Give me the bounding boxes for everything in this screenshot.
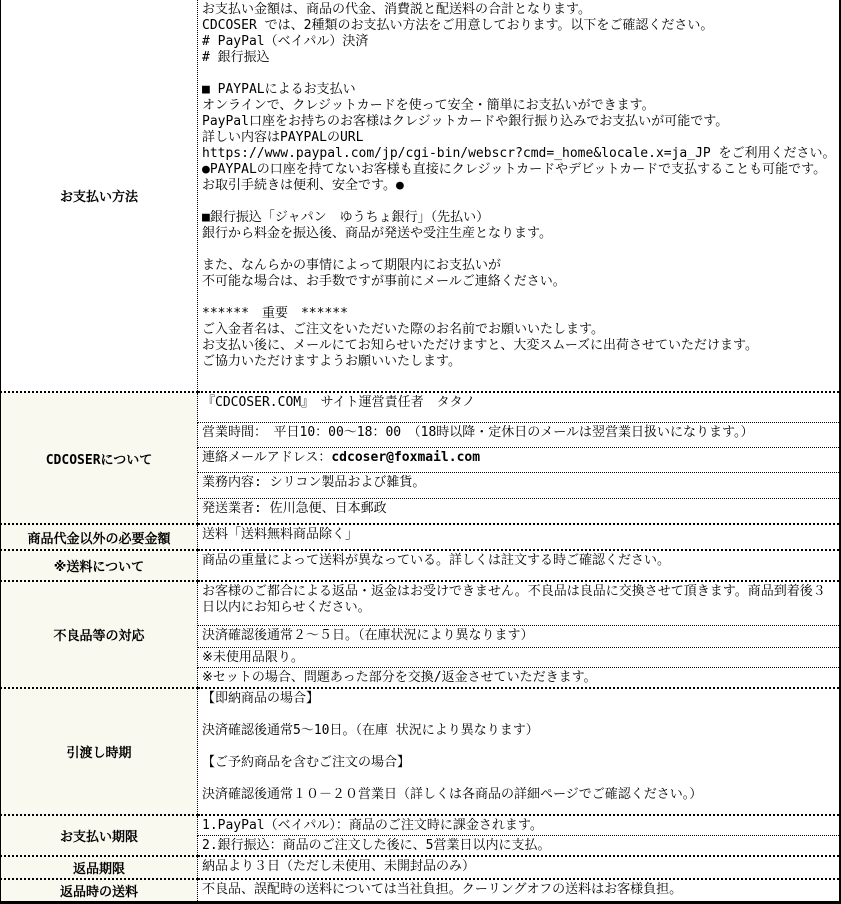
row-header-defective-items: 不良品等の対応 <box>1 581 198 688</box>
text-line: 1.PayPal（ベイパル）：商品のご注文時に課金されます。 <box>202 818 543 833</box>
text-line: 銀行から料金を振込後、商品が発送や受注生産となります。 <box>202 226 552 241</box>
cell-shipping-carriers <box>198 499 841 525</box>
text-line: # 銀行振込 <box>202 50 270 65</box>
text-line: ****** 重要 ****** <box>202 306 348 321</box>
row-extra-fees <box>1 524 841 550</box>
cell-shipping-fee-note <box>198 550 841 581</box>
row-header-shipping-fee-note: ※送料について <box>1 550 198 581</box>
row-header-return-deadline: 返品期限 <box>1 856 198 879</box>
text-line: https://www.paypal.com/jp/cgi-bin/webscr?cmd=_home&locale.x=ja_JP をご利用ください。 <box>202 146 836 161</box>
row-header-about-cdcoser: CDCOSERについて <box>1 392 198 524</box>
row-header-payment-deadline: お支払い期限 <box>1 815 198 856</box>
text-line: 不良品、誤配時の送料については当社負担。クーリングオフの送料はお客様負担。 <box>202 882 683 897</box>
contact-email-line <box>202 450 837 466</box>
row-header-extra-fees: 商品代金以外の必要金額 <box>1 524 198 550</box>
cell-business-description <box>198 473 841 499</box>
text-line: ※セットの場合、問題あった部分を交換/返金させていただきます。 <box>202 670 597 685</box>
cell-return-shipping-cost <box>198 879 841 903</box>
cell-delivery-time <box>198 688 841 815</box>
text-line: 営業時間： 平日10：00～18：00 （18時以降・定休日のメールは翌営業日扱いになります。） <box>202 425 754 440</box>
text-line: お支払い後に、メールにてお知らせいただけますと、大変スムーズに出荷させていただけます。 <box>202 338 759 353</box>
row-defective-items <box>1 581 841 626</box>
cell-contact-email <box>198 448 841 473</box>
row-delivery-time <box>1 688 841 815</box>
cell-business-hours <box>198 423 841 448</box>
text-line: お取引手続きは便利、安全です。● <box>202 178 404 193</box>
text-line: 納品より３日（ただし未使用、未開封品のみ） <box>202 859 476 874</box>
text-line: 詳しい内容はPAYPALのURL <box>202 130 364 145</box>
text-line: 【ご予約商品を含むご注文の場合】 <box>202 755 411 770</box>
text-line: ●PAYPALの口座を持てないお客様も直接にクレジットカードやデビットカードで支払することも可能です。 <box>202 162 827 177</box>
row-header-payment-method: お支払い方法 <box>1 0 198 392</box>
cell-defective-set-note <box>198 668 841 689</box>
text-line: CDCOSER では、2種類のお支払い方法をご用意しております。以下をご確認ください。 <box>202 18 714 33</box>
text-line: ■ PAYPALによるお支払い <box>202 82 356 97</box>
text-line <box>202 739 837 755</box>
text-line <box>202 242 837 258</box>
text-line: ご協力いただけますようお願いいたします。 <box>202 354 461 369</box>
text-line <box>202 66 837 82</box>
text-line <box>202 771 837 787</box>
text-line <box>202 194 837 210</box>
contact-email-label: 連絡メールアドレス： <box>202 450 332 465</box>
text-line: 決済確認後通常２～５日。（在庫状況により異なります） <box>202 628 534 643</box>
text-line: オンラインで、クレジットカードを使って安全・簡単にお支払いができます。 <box>202 98 655 113</box>
cell-payment-deadline-paypal <box>198 815 841 836</box>
text-line: 【即納商品の場合】 <box>202 691 320 706</box>
text-line: 業務内容: シリコン製品および雑貨。 <box>202 475 426 490</box>
text-line: 決済確認後通常１０－２０営業日（詳しくは各商品の詳細ページでご確認ください。） <box>202 787 703 802</box>
cell-site-operator <box>198 392 841 423</box>
text-line: お客様のご都合による返品・返金はお受けできません。不良品は良品に交換させて頂きます。商品到着後３日以内にお知らせください。 <box>202 584 826 615</box>
text-line: 発送業者: 佐川急便、日本郵政 <box>202 501 387 516</box>
text-line <box>202 290 837 306</box>
text-line: 2.銀行振込：商品のご注文した後に、5営業日以内に支払。 <box>202 838 551 853</box>
text-line: ご入金者名は、ご注文をいただいた際のお名前でお願いいたします。 <box>202 322 604 337</box>
row-payment-deadline <box>1 815 841 836</box>
cell-defective-exchange-time <box>198 626 841 648</box>
text-line <box>202 707 837 723</box>
text-line: ■銀行振込「ジャパン ゆうちょ銀行」（先払い） <box>202 210 490 225</box>
cell-defective-unused-only <box>198 648 841 668</box>
text-line: 『CDCOSER.COM』 サイト運営責任者 タタノ <box>202 395 476 410</box>
cell-payment-method-details <box>198 0 841 392</box>
cell-defective-policy <box>198 581 841 626</box>
text-line: PayPal口座をお持ちのお客様はクレジットカードや銀行振り込みでお支払いが可能です。 <box>202 114 729 129</box>
text-line: 送料「送料無料商品除く」 <box>202 527 359 542</box>
text-line: 不可能な場合は、お手数ですが事前にメールご連絡ください。 <box>202 274 566 289</box>
text-line: また、なんらかの事情によって期限内にお支払いが <box>202 258 502 273</box>
contact-email-address: cdcoser@foxmail.com <box>331 450 481 465</box>
row-header-delivery-time: 引渡し時期 <box>1 688 198 815</box>
text-line: 決済確認後通常5～10日。（在庫 状況により異なります） <box>202 723 539 738</box>
text-line: 商品の重量によって送料が異なっている。詳しくは註文する時ご確認ください。 <box>202 553 671 568</box>
row-header-return-shipping-cost: 返品時の送料 <box>1 879 198 903</box>
row-about-cdcoser <box>1 392 841 423</box>
text-line: お支払い金額は、商品の代金、消費説と配送料の合計となります。 <box>202 2 591 17</box>
text-line: # PayPal（ベイパル）決済 <box>202 34 369 49</box>
row-payment-method <box>1 0 841 392</box>
cell-payment-deadline-bank <box>198 836 841 857</box>
cell-extra-fees <box>198 524 841 550</box>
row-return-shipping-cost <box>1 879 841 903</box>
row-shipping-fee-note <box>1 550 841 581</box>
text-line: ※未使用品限り。 <box>202 650 304 665</box>
